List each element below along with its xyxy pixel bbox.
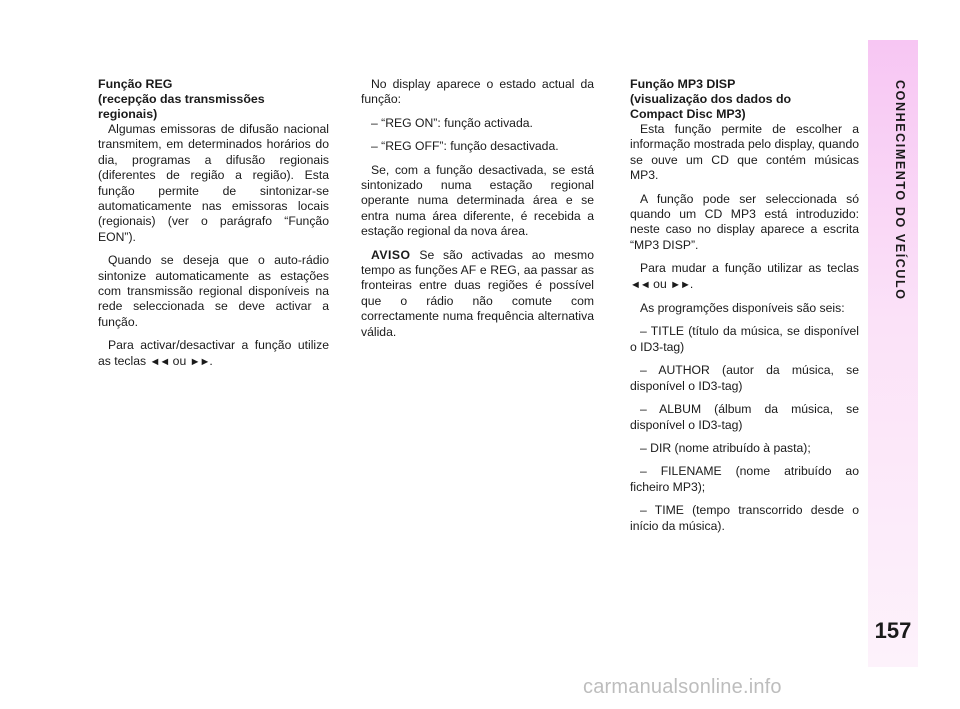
warning-paragraph: AVISO Se são activadas ao mesmo tempo as funções AF e REG, aa passar as fronteiras entre duas regiões é possível que o rádio não comute com correctamente numa frequência alternativa válida. <box>361 247 594 339</box>
paragraph: Se, com a função desactivada, se está sintonizado numa estação regional operante numa determinada área e se entra numa área diferente, é recebida a estação regional da nova área. <box>361 162 594 239</box>
section-title: CONHECIMENTO DO VEÍCULO <box>893 80 907 301</box>
paragraph: Quando se deseja que o auto-rádio sintonize automaticamente as estações com transmissão regional disponíveis na rede seleccionada se deve activar a função. <box>98 253 329 329</box>
warning-label: AVISO <box>371 247 411 262</box>
watermark: carmanualsonline.info <box>583 676 782 698</box>
rewind-keys-icon: ◄◄ <box>630 278 650 291</box>
paragraph: A função pode ser seleccionada só quando um CD MP3 está introduzido: neste caso no display aparece a escrita “MP3 DISP”. <box>630 191 859 252</box>
paragraph: Para activar/desactivar a função utilize as teclas ◄◄ ou ►►. <box>98 338 329 368</box>
column-3 <box>630 77 859 542</box>
paragraph: Algumas emissoras de difusão nacional transmitem, em determinados horários do dia, programas a difusão regionais (diferentes de região a região). Esta função permite de sintonizar-se automaticamente nas emissoras locais (regionais) (ver o parágrafo “Função EON”). <box>98 122 329 244</box>
paragraph: Para mudar a função utilizar as teclas ◄◄ ou ►►. <box>630 261 859 291</box>
paragraph: – “REG ON”: função activada. <box>371 115 533 130</box>
forward-keys-icon: ►► <box>670 278 690 291</box>
section-heading-mp3-disp: Função MP3 DISP (visualização dos dados do Compact Disc MP3) <box>630 77 792 121</box>
paragraph: No display aparece o estado actual da função: <box>361 77 594 107</box>
paragraph: – “REG OFF”: função desactivada. <box>371 139 559 154</box>
list-item: – TIME (tempo transcorrido desde o início da música). <box>630 503 859 533</box>
column-1 <box>98 77 329 378</box>
column-2 <box>361 77 594 348</box>
list-item: – AUTHOR (autor da música, se disponível o ID3-tag) <box>630 363 859 393</box>
section-heading-reg: Função REG (recepção das transmissões regionais) <box>98 77 265 121</box>
forward-keys-icon: ►► <box>189 355 210 368</box>
list-item: – DIR (nome atribuído à pasta); <box>640 440 811 455</box>
page-number: 157 <box>874 618 912 643</box>
list-item: – ALBUM (álbum da música, se disponível o ID3-tag) <box>630 402 859 432</box>
paragraph: Esta função permite de escolher a informação mostrada pelo display, quando se ouve um CD que contém músicas MP3. <box>630 122 859 183</box>
rewind-keys-icon: ◄◄ <box>149 355 170 368</box>
list-item: – TITLE (título da música, se disponível o ID3-tag) <box>630 324 859 354</box>
list-item: – FILENAME (nome atribuído ao ficheiro MP3); <box>630 464 859 494</box>
paragraph: As programções disponíveis são seis: <box>640 301 845 316</box>
